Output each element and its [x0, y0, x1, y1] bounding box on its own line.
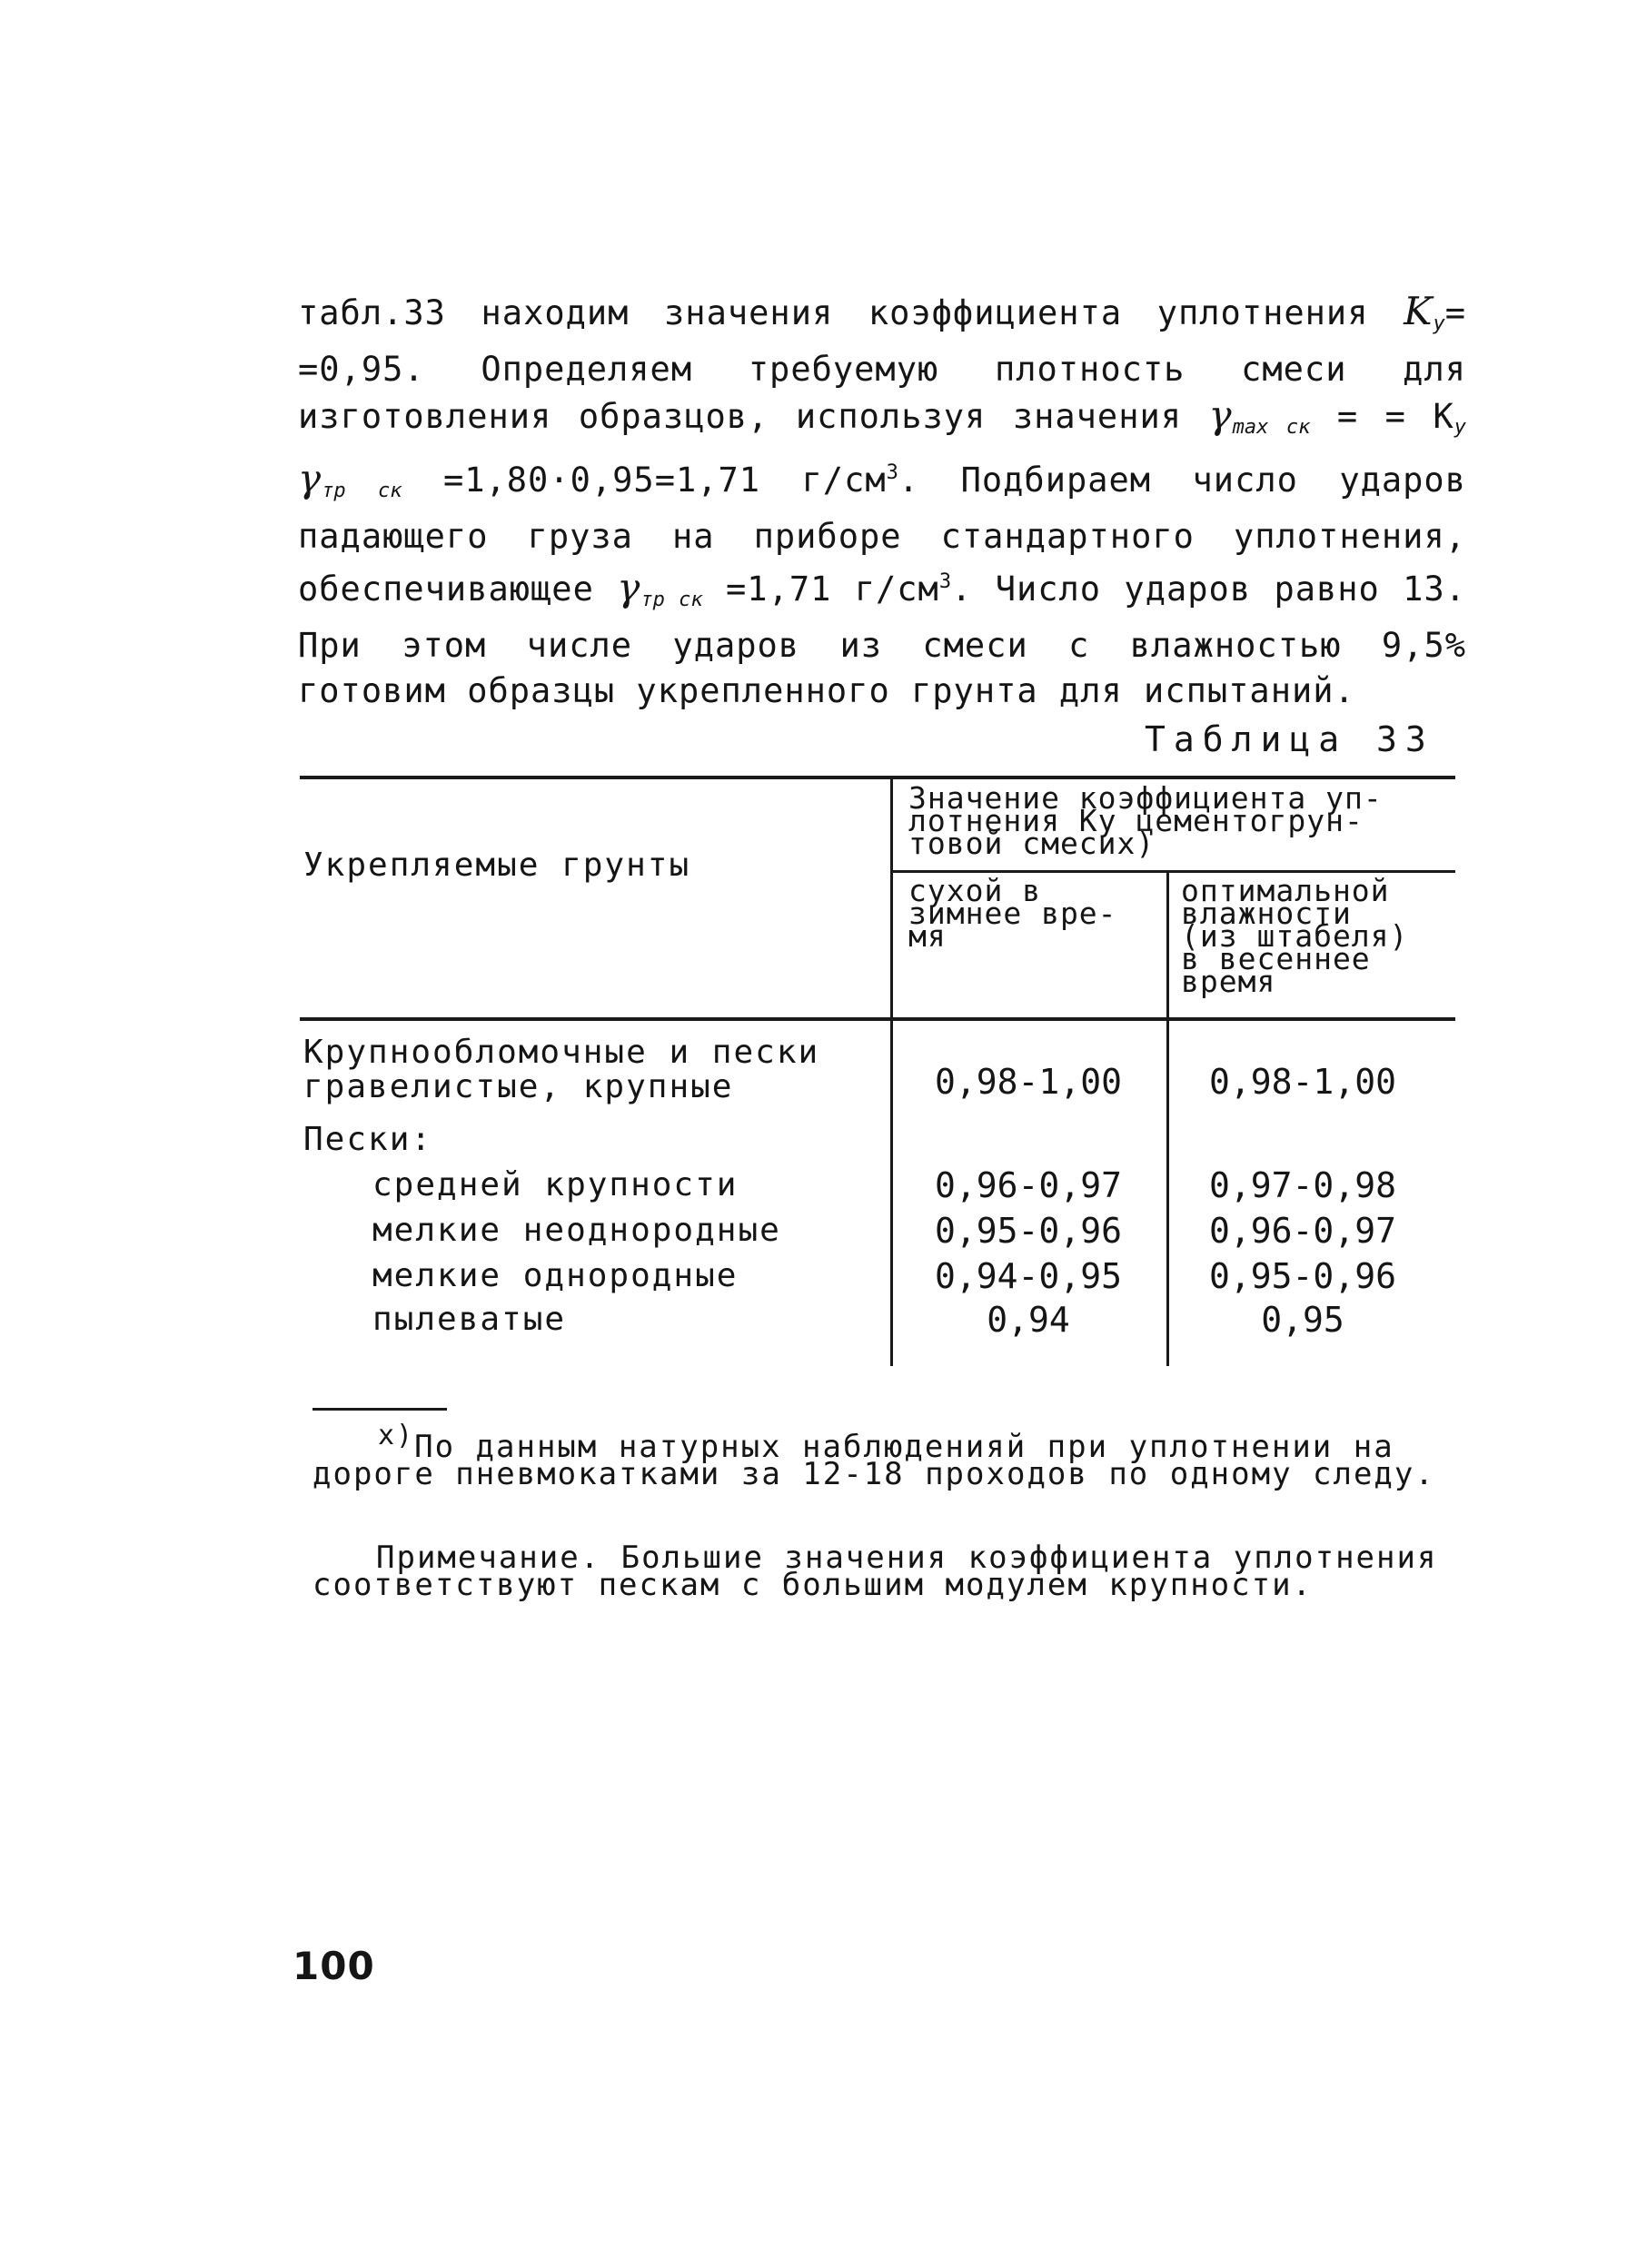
header-bottom-rule: [300, 1017, 1455, 1021]
superscript: 3: [938, 570, 952, 593]
subscript: у: [1453, 416, 1466, 439]
column-header-dry-winter: сухой в зимнее вре- мя: [908, 873, 1117, 954]
page-number: 100: [293, 1944, 375, 1988]
subscript: max ск: [1232, 416, 1311, 439]
table-cell: 0,94: [987, 1300, 1070, 1340]
table-cell: 0,95-0,96: [1209, 1256, 1396, 1296]
table-cell: 0,98-1,00: [1209, 1062, 1396, 1102]
subscript: у: [1433, 312, 1445, 335]
column-header-soils: Укрепляемые грунты: [303, 847, 691, 884]
table-cell: 0,97-0,98: [1209, 1165, 1396, 1205]
table-caption: Таблица 33: [1145, 719, 1434, 759]
table-row-label: пылеватые: [372, 1301, 567, 1338]
text-run: = =0,95. Определяем требуемую плотность смеси для изготовления образцов, используя значения: [298, 293, 1466, 436]
table-cell: 0,95-0,96: [935, 1211, 1122, 1251]
symbol-gamma-max: γ: [1208, 392, 1233, 437]
text-run: табл.33 находим значения коэффициента уплотнения: [298, 293, 1404, 332]
footnote: [313, 1420, 1475, 1492]
table-row-label: мелкие неоднородные: [372, 1212, 781, 1249]
table-cell: 0,94-0,95: [935, 1256, 1122, 1296]
footnote-marker: х): [378, 1420, 415, 1451]
text-run: =1,80·0,95=1,71 г/см: [402, 461, 887, 500]
symbol-k: K: [1404, 289, 1434, 333]
table-row-label: средней крупности: [372, 1166, 739, 1203]
table-row-label: Крупнообломочные и пески гравелистые, крупные: [303, 1034, 820, 1105]
column-header-optimal-spring: оптимальной влажности (из штабеля) в весеннее время: [1181, 873, 1409, 999]
symbol-gamma-tr: γ: [617, 565, 641, 609]
table-row-label: мелкие однородные: [372, 1257, 739, 1294]
footnote-text: По данным натурных наблюденияй при уплотнении на дороге пневмокатками за 12-18 проходов по одному следу.: [313, 1429, 1435, 1492]
subscript: тр ск: [640, 589, 703, 611]
text-run: = = K: [1310, 397, 1454, 436]
subscript: тр ск: [322, 480, 402, 502]
superscript: 3: [886, 461, 898, 484]
table-top-rule: [300, 776, 1455, 779]
text-run: =1,71 г/см: [702, 569, 939, 609]
table-cell: 0,98-1,00: [935, 1062, 1122, 1102]
column-header-group: Значение коэффициента уп- лотнения Kу цементогрун- товой смесих): [908, 780, 1383, 861]
symbol-gamma-tr: γ: [298, 456, 322, 500]
text-run: . Число ударов равно 13. При этом числе ударов из смеси с влажностью 9,5% готовим образцы укрепленного грунта для испытаний.: [298, 569, 1466, 710]
table-row-label: Пески:: [303, 1121, 433, 1158]
footnote-rule: [313, 1408, 447, 1411]
table-cell: 0,96-0,97: [1209, 1211, 1396, 1251]
table-note: Примечание. Большие значения коэффициента уплотнения соответствуют пескам с большим модулем крупности.: [313, 1540, 1438, 1603]
table-cell: 0,96-0,97: [935, 1165, 1122, 1205]
text-run: . Подбираем число ударов падающего груза на приборе стандартного уплотнения, обеспечивающее: [298, 461, 1466, 609]
body-paragraph: [298, 289, 1466, 714]
table-cell: 0,95: [1261, 1300, 1344, 1340]
